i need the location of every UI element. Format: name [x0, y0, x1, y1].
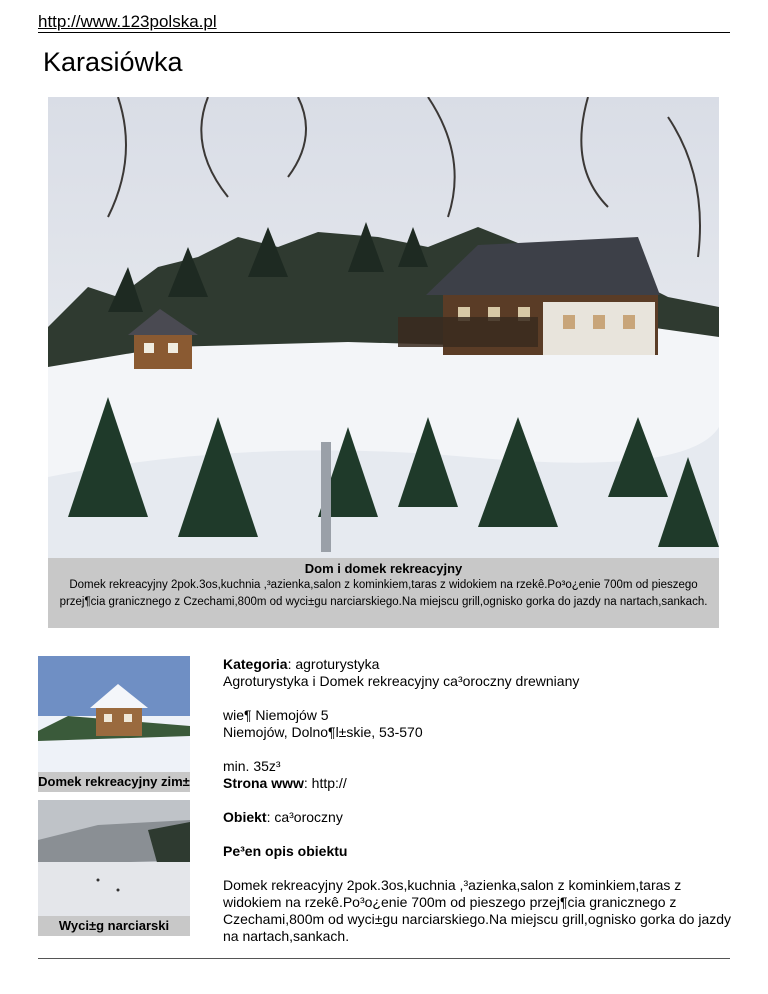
address-city: Niemojów, Dolno¶l±skie, 53-570 — [223, 724, 423, 740]
main-photo — [48, 97, 719, 558]
website-value[interactable]: : http:// — [303, 775, 347, 791]
object-value: : ca³oroczny — [266, 809, 343, 825]
main-photo-caption-description: Domek rekreacyjny 2pok.3os,kuchnia ,³azienka,salon z kominkiem,taras z widokiem na rzekê.Po³o¿enie 700m od pieszego przej¶cia granicznego z Czechami,800m od wyci±gu narciarskiego.Na miejscu grill,ognisko gorka do jazdy na nartach,sankach. — [59, 579, 708, 608]
thumbnail-winter-cabin — [38, 656, 190, 772]
object-label: Obiekt — [223, 809, 267, 825]
listing-details — [223, 656, 733, 945]
main-photo-caption-title: Dom i domek rekreacyjny — [304, 561, 463, 576]
address-street: wie¶ Niemojów 5 — [223, 707, 329, 723]
page-title: Karasiówka — [43, 47, 183, 77]
object-line — [223, 809, 733, 826]
site-url-link[interactable]: http://www.123polska.pl — [38, 12, 730, 33]
website-line — [223, 775, 733, 792]
full-description-heading-text: Pe³en opis obiektu — [223, 843, 348, 859]
website-label: Strona www — [223, 775, 304, 791]
thumbnail-ski-slope-caption: Wyci±g narciarski — [38, 916, 190, 936]
full-description-heading — [223, 843, 733, 860]
thumbnail-winter-cabin-caption: Domek rekreacyjny zim± — [38, 772, 190, 792]
category-line — [223, 656, 733, 673]
main-photo-caption — [48, 558, 719, 628]
thumbnail-ski-slope — [38, 800, 190, 926]
category-value: : agroturystyka — [287, 656, 380, 672]
bottom-divider — [38, 958, 730, 959]
category-description: Agroturystyka i Domek rekreacyjny ca³oroczny drewniany — [223, 673, 580, 689]
price: min. 35z³ — [223, 758, 281, 774]
category-label: Kategoria — [223, 656, 288, 672]
full-description: Domek rekreacyjny 2pok.3os,kuchnia ,³azienka,salon z kominkiem,taras z widokiem na rzekê.Po³o¿enie 700m od pieszego przej¶cia granicznego z Czechami,800m od wyci±gu narciarskiego.Na miejscu grill,ognisko gorka do jazdy na nartach,sankach. — [223, 877, 732, 944]
